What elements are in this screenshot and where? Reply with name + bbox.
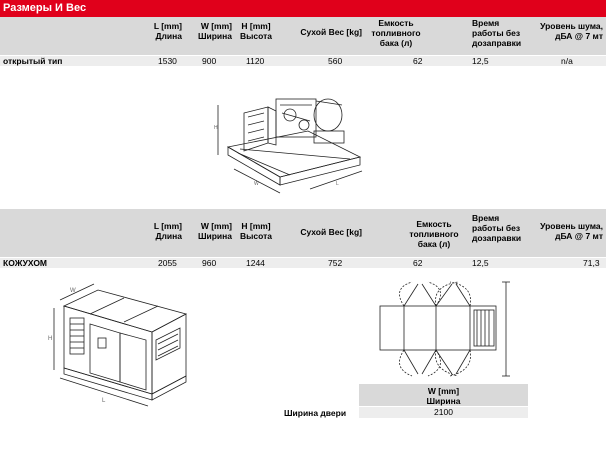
dim-h-label: H: [48, 336, 53, 342]
open-generator-drawing: [210, 85, 375, 200]
col-weight-header: Сухой Вес [kg]: [300, 27, 362, 37]
col-noise-header: Уровень шума, дБА @ 7 мт: [540, 21, 603, 41]
row-noise: 71,3: [583, 258, 600, 268]
row-noise: n/a: [561, 56, 573, 66]
col-weight-header: Сухой Вес [kg]: [300, 227, 362, 237]
col-tank-header: Емкость топливного бака (л): [371, 18, 421, 48]
door-width-header: W [mm] Ширина: [359, 384, 528, 406]
dim-w-label: W: [70, 288, 76, 294]
door-width-label: Ширина двери: [284, 408, 347, 418]
door-width-value: 2100: [359, 407, 528, 418]
col-height-header: H [mm] Высота: [240, 221, 272, 241]
row-length: 2055: [158, 258, 177, 268]
row-height: 1120: [246, 56, 265, 66]
col-noise-header: Уровень шума, дБА @ 7 мт: [540, 221, 603, 241]
enclosed-generator-drawing: [40, 278, 200, 418]
row-weight: 560: [328, 56, 343, 66]
col-runtime-header: Время работы без дозаправки: [472, 18, 522, 48]
dim-w-label: W: [254, 181, 259, 187]
row-name: открытый тип: [3, 56, 63, 66]
col-length-header: L [mm] Длина: [153, 21, 182, 41]
row-name: КОЖУХОМ: [3, 258, 48, 268]
col-height-header: H [mm] Высота: [240, 21, 272, 41]
dim-h-label: H: [214, 125, 218, 131]
row-weight: 752: [328, 258, 343, 268]
section2-header: [0, 209, 606, 257]
col-width-header: W [mm] Ширина: [197, 221, 232, 241]
col-width-header: W [mm] Ширина: [197, 21, 232, 41]
row-length: 1530: [158, 56, 177, 66]
row-width: 960: [202, 258, 217, 268]
table-row: [0, 56, 606, 66]
dim-l-label: L: [336, 181, 339, 187]
row-runtime: 12,5: [472, 56, 489, 66]
dim-l-label: L: [102, 398, 106, 404]
row-tank: 62: [413, 258, 423, 268]
col-length-header: L [mm] Длина: [153, 221, 182, 241]
top-view-drawing: [378, 278, 513, 382]
row-tank: 62: [413, 56, 423, 66]
row-height: 1244: [246, 258, 265, 268]
row-runtime: 12,5: [472, 258, 489, 268]
table-row: [0, 258, 606, 268]
page-title: Размеры И Вес: [0, 0, 606, 17]
section1-header: [0, 17, 606, 55]
row-width: 900: [202, 56, 217, 66]
col-tank-header: Емкость топливного бака (л): [409, 219, 459, 249]
col-runtime-header: Время работы без дозаправки: [472, 213, 522, 243]
